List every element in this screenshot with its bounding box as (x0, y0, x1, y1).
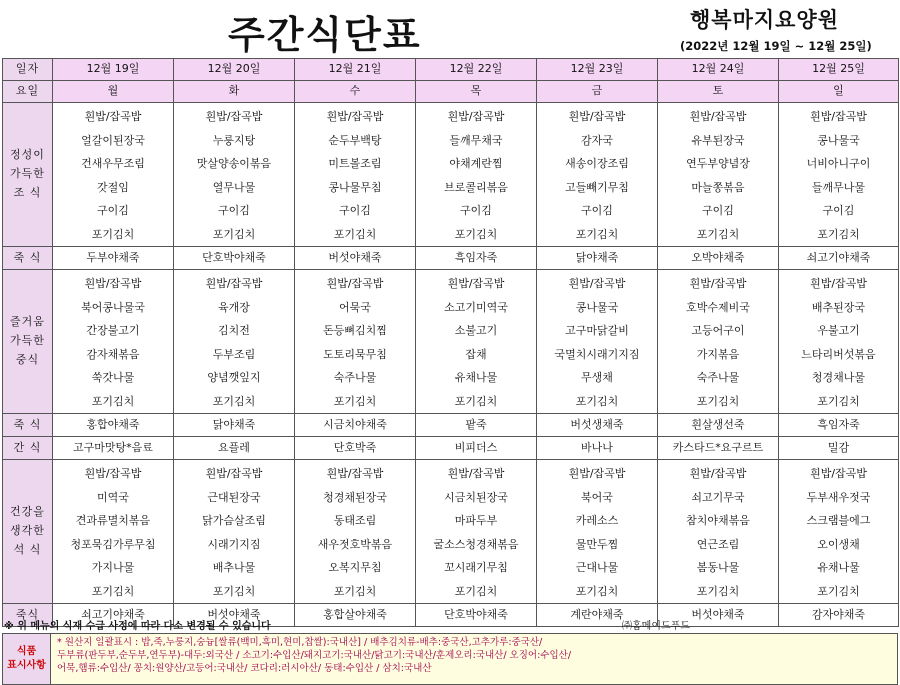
menu-cell (174, 460, 295, 604)
menu-item: 흰밥/잡곡밥 (205, 277, 263, 290)
change-notice: ※ 위 메뉴의 식재 수급 사정에 따라 다소 변경될 수 있습니다 (4, 621, 271, 632)
menu-item: 우불고기 (817, 324, 860, 337)
menu-item: 요플레 (174, 437, 295, 460)
menu-item: 숙주나물 (696, 371, 740, 384)
menu-item: 흰밥/잡곡밥 (326, 467, 384, 480)
menu-item: 돈등뼈김치찜 (323, 324, 387, 337)
menu-item: 소고기미역국 (444, 300, 508, 314)
menu-item: 구이김 (581, 204, 613, 217)
weekday-cell: 일 (779, 81, 899, 103)
menu-item: 유채나물 (454, 371, 498, 384)
menu-cell (174, 103, 295, 247)
row-label-line: 생각한 (10, 524, 45, 538)
menu-item: 청경채된장국 (323, 490, 387, 504)
menu-cell (537, 103, 658, 247)
menu-item: 포기김치 (212, 227, 256, 241)
menu-item: 포기김치 (454, 227, 498, 241)
menu-item: 오이생채 (817, 537, 860, 551)
menu-cell (295, 270, 416, 414)
menu-item: 홍합야채죽 (53, 414, 174, 437)
menu-item: 흰밥/잡곡밥 (568, 467, 626, 480)
menu-item: 흰밥/잡곡밥 (689, 110, 747, 123)
menu-item: 흰밥/잡곡밥 (447, 467, 505, 480)
row-label: 죽 식 (3, 247, 53, 270)
page-title: 주간식단표 (228, 13, 422, 57)
menu-item: 포기김치 (333, 227, 377, 241)
menu-item: 구이김 (97, 204, 129, 217)
menu-item: 흰밥/잡곡밥 (810, 110, 867, 123)
row-breakfast-porridge (3, 247, 899, 270)
menu-item: 유부된장국 (691, 133, 745, 147)
menu-item: 포기김치 (333, 584, 377, 598)
menu-item: 야채계란찜 (449, 157, 503, 170)
organization-name: 행복마지요양원 (690, 8, 840, 32)
menu-item: 흰밥/잡곡밥 (447, 110, 505, 123)
weekday-cell: 토 (658, 81, 779, 103)
menu-item: 포기김치 (91, 584, 135, 598)
menu-item: 견과류멸치볶음 (75, 514, 151, 527)
menu-item: 간장불고기 (86, 324, 140, 337)
row-label-line: 가득한 (10, 334, 45, 348)
menu-item: 흰밥/잡곡밥 (326, 277, 384, 290)
menu-item: 연두부양념장 (686, 157, 750, 170)
menu-item: 순두부백탕 (328, 133, 382, 147)
menu-item: 새송이장조림 (565, 157, 629, 170)
menu-item: 마늘쫑볶음 (691, 180, 745, 194)
menu-item: 무생채 (581, 371, 613, 384)
weekday-cell: 금 (537, 81, 658, 103)
menu-item: 김치전 (218, 324, 250, 337)
menu-item: 건새우무조림 (81, 157, 145, 170)
date-cell: 12월 23일 (537, 59, 658, 81)
food-origin-box (2, 633, 898, 685)
origin-line: * 원산지 일괄표시 : 밥,죽,누룽지,숭늉[쌀류(백미,흑미,현미,찹쌀):국내산] / 배추김치류-배추:중국산,고추가루:중국산/ (57, 637, 543, 648)
menu-cell (537, 460, 658, 604)
menu-item: 근대나물 (575, 561, 619, 574)
menu-item: 도토리묵무침 (323, 347, 387, 361)
menu-item: 들깨무채국 (449, 133, 503, 147)
menu-item: 포기김치 (696, 394, 740, 408)
menu-item: 새우젓호박볶음 (317, 537, 393, 551)
menu-item: 포기김치 (212, 584, 256, 598)
weekday-cell: 월 (53, 81, 174, 103)
menu-item: 포기김치 (575, 584, 619, 598)
row-label-line: 정성이 (10, 148, 45, 162)
menu-item: 포기김치 (333, 394, 377, 408)
origin-line: 어묵,햄류:수입산/ 꽁치:원양산/고등어:국내산/ 코다리:러시아산/ 동태:수입산 / 삼치:국내산 (57, 663, 432, 675)
menu-cell (53, 270, 174, 414)
menu-cell (295, 460, 416, 604)
row-label (3, 460, 53, 604)
menu-item: 청포묵김가루무침 (70, 537, 156, 551)
menu-item: 흰밥/잡곡밥 (84, 110, 142, 123)
menu-item: 들깨무나물 (811, 180, 866, 194)
menu-item: 구이김 (339, 204, 371, 217)
menu-item: 오복지무침 (328, 561, 382, 574)
menu-item: 시금치된장국 (444, 490, 508, 504)
menu-item: 브로콜리볶음 (444, 180, 508, 194)
menu-item: 버섯야채죽 (658, 604, 779, 627)
menu-item: 북어콩나물국 (81, 300, 145, 314)
menu-item: 쇠고기무국 (691, 490, 745, 504)
menu-item: 유채나물 (817, 561, 860, 574)
menu-item: 버섯야채죽 (295, 247, 416, 270)
menu-item: 마파두부 (454, 514, 498, 527)
menu-item: 콩나물국 (817, 133, 860, 147)
menu-item: 흰밥/잡곡밥 (810, 467, 867, 480)
row-label-line: 조 식 (13, 185, 42, 199)
menu-item: 포기김치 (454, 394, 498, 408)
menu-item: 열무나물 (212, 180, 256, 194)
menu-item: 시래기지짐 (207, 537, 261, 551)
menu-item: 포기김치 (212, 394, 256, 408)
menu-item: 두부조림 (212, 347, 256, 361)
row-snack (3, 437, 899, 460)
menu-item: 쑥갓나물 (91, 371, 135, 384)
menu-item: 포기김치 (575, 227, 619, 241)
row-lunch (3, 270, 899, 414)
menu-item: 고들빼기무침 (565, 180, 629, 194)
menu-cell (779, 460, 899, 604)
menu-item: 가지볶음 (696, 347, 740, 361)
menu-cell (416, 103, 537, 247)
menu-item: 배추된장국 (811, 300, 866, 314)
menu-item: 청경채나물 (811, 371, 866, 384)
menu-item: 닭가슴살조림 (202, 514, 266, 527)
menu-item: 단호박죽 (295, 437, 416, 460)
menu-item: 닭야채죽 (537, 247, 658, 270)
origin-label-line: 식품 (16, 646, 37, 657)
row-lunch-porridge (3, 414, 899, 437)
menu-item: 흑임자죽 (779, 414, 899, 437)
menu-item: 포기김치 (817, 394, 860, 408)
menu-cell (416, 460, 537, 604)
menu-item: 쇠고기야채죽 (53, 604, 174, 627)
weekly-menu-table (2, 58, 899, 627)
menu-item: 물만두찜 (575, 537, 619, 551)
menu-item: 흰살생선죽 (658, 414, 779, 437)
menu-item: 양념깻잎지 (207, 371, 261, 384)
menu-cell (658, 270, 779, 414)
menu-item: 고등어구이 (691, 324, 745, 337)
weekday-cell: 화 (174, 81, 295, 103)
row-label: 죽 식 (3, 414, 53, 437)
menu-item: 스크램블에그 (806, 514, 871, 527)
menu-item: 감자국 (581, 133, 613, 147)
menu-item: 흰밥/잡곡밥 (568, 277, 626, 290)
row-label (3, 103, 53, 247)
menu-item: 동태조림 (333, 514, 377, 527)
menu-cell (295, 103, 416, 247)
menu-item: 흰밥/잡곡밥 (447, 277, 505, 290)
menu-item: 홍합살야채죽 (295, 604, 416, 627)
menu-item: 두부야채죽 (53, 247, 174, 270)
origin-label-line: 표시사항 (7, 660, 46, 671)
row-label (3, 270, 53, 414)
menu-cell (53, 460, 174, 604)
menu-item: 봄동나물 (696, 561, 740, 574)
menu-item: 포기김치 (91, 394, 135, 408)
menu-item: 포기김치 (575, 394, 619, 408)
origin-line: 두부류(판두부,순두부,연두부)-대두:외국산 / 소고기:수입산/돼지고기:국내산/닭고기:국내산/훈제오리:국내산/ 오징어:수입산/ (57, 650, 572, 662)
row-label-line: 가득한 (10, 167, 45, 181)
menu-item: 시금치야채죽 (295, 414, 416, 437)
date-cell: 12월 21일 (295, 59, 416, 81)
menu-item: 버섯생채죽 (537, 414, 658, 437)
menu-item: 구이김 (822, 204, 855, 217)
menu-item: 감자야채죽 (779, 604, 899, 627)
row-dinner (3, 460, 899, 604)
menu-cell (779, 103, 899, 247)
menu-period: (2022년 12월 19일 ~ 12월 25일) (680, 39, 872, 53)
menu-cell (779, 270, 899, 414)
row-label-line: 즐거움 (10, 315, 45, 329)
menu-item: 잡채 (465, 347, 487, 361)
menu-item: 팥죽 (416, 414, 537, 437)
menu-item: 비피더스 (416, 437, 537, 460)
menu-item: 콩나물무침 (328, 180, 382, 194)
menu-item: 두부새우젓국 (806, 490, 871, 504)
date-cell: 12월 22일 (416, 59, 537, 81)
row-weekday (3, 81, 899, 103)
menu-item: 흰밥/잡곡밥 (84, 467, 142, 480)
menu-item: 쇠고기야채죽 (779, 247, 899, 270)
row-label-line: 석 식 (13, 542, 42, 556)
menu-item: 포기김치 (817, 584, 860, 598)
menu-item: 카스타드*요구르트 (658, 437, 779, 460)
menu-item: 굴소스청경채볶음 (433, 537, 519, 551)
menu-item: 흰밥/잡곡밥 (326, 110, 384, 123)
date-cell: 12월 24일 (658, 59, 779, 81)
menu-item: 맛살양송이볶음 (196, 157, 272, 170)
menu-item: 닭야채죽 (174, 414, 295, 437)
row-breakfast (3, 103, 899, 247)
date-cell: 12월 19일 (53, 59, 174, 81)
menu-item: 흰밥/잡곡밥 (205, 110, 263, 123)
menu-item: 미역국 (97, 490, 129, 504)
menu-item: 배추나물 (212, 561, 256, 574)
menu-item: 감자채볶음 (86, 347, 140, 361)
menu-item: 연근조림 (696, 537, 740, 551)
row-label-line: 건강을 (10, 505, 45, 519)
menu-item: 단호박야채죽 (174, 247, 295, 270)
menu-item: 참치야채볶음 (686, 514, 750, 527)
menu-item: 카레소스 (575, 514, 619, 527)
row-date (3, 59, 899, 81)
menu-item: 근대된장국 (207, 490, 261, 504)
origin-text (51, 634, 897, 684)
menu-item: 포기김치 (696, 227, 740, 241)
menu-item: 누룽지탕 (212, 133, 256, 147)
menu-item: 국멸치시래기지짐 (554, 347, 640, 361)
menu-item: 버섯야채죽 (174, 604, 295, 627)
menu-item: 포기김치 (817, 227, 860, 241)
menu-item: 구이김 (702, 204, 734, 217)
row-label: 간 식 (3, 437, 53, 460)
notice-bar (2, 616, 898, 632)
menu-item: 포기김치 (696, 584, 740, 598)
menu-item: 미트볼조림 (328, 157, 382, 170)
menu-item: 밀감 (779, 437, 899, 460)
menu-item: 흰밥/잡곡밥 (568, 110, 626, 123)
menu-item: 꼬시래기무침 (444, 561, 508, 574)
menu-item: 흰밥/잡곡밥 (689, 277, 747, 290)
menu-item: 포기김치 (91, 227, 135, 241)
weekday-cell: 수 (295, 81, 416, 103)
menu-item: 숙주나물 (333, 371, 377, 384)
menu-item: 얼갈이된장국 (81, 133, 145, 147)
menu-item: 흰밥/잡곡밥 (689, 467, 747, 480)
date-cell: 12월 20일 (174, 59, 295, 81)
menu-item: 오박야채죽 (658, 247, 779, 270)
menu-item: 바나나 (537, 437, 658, 460)
menu-item: 계란야채죽 (537, 604, 658, 627)
menu-item: 북어국 (581, 490, 613, 504)
row-label: 죽식 (3, 604, 53, 627)
menu-cell (658, 460, 779, 604)
origin-label (3, 634, 51, 684)
menu-item: 흰밥/잡곡밥 (205, 467, 263, 480)
menu-item: 콩나물국 (575, 300, 619, 314)
menu-item: 어묵국 (339, 300, 371, 314)
menu-cell (174, 270, 295, 414)
menu-item: 구이김 (218, 204, 250, 217)
menu-item: 너비아니구이 (806, 157, 871, 170)
menu-item: 흰밥/잡곡밥 (810, 277, 867, 290)
menu-item: 구이김 (460, 204, 492, 217)
menu-cell (416, 270, 537, 414)
menu-item: 호박수제비국 (686, 300, 750, 314)
menu-cell (658, 103, 779, 247)
menu-item: 고구마닭갈비 (565, 324, 629, 337)
menu-item: 육개장 (218, 300, 250, 314)
weekday-cell: 목 (416, 81, 537, 103)
menu-item: 흰밥/잡곡밥 (84, 277, 142, 290)
menu-cell (53, 103, 174, 247)
menu-item: 느타리버섯볶음 (801, 347, 876, 361)
row-label: 요일 (3, 81, 53, 103)
menu-cell (537, 270, 658, 414)
menu-item: 포기김치 (454, 584, 498, 598)
supplier-name: ㈜홈메이드푸드 (622, 621, 690, 632)
menu-item: 흑임자죽 (416, 247, 537, 270)
menu-item: 고구마맛탕*음료 (53, 437, 174, 460)
menu-item: 갓절임 (97, 180, 129, 194)
row-label-line: 중식 (15, 352, 40, 366)
menu-item: 단호박야채죽 (416, 604, 537, 627)
row-label: 일자 (3, 59, 53, 81)
menu-item: 가지나물 (91, 561, 135, 574)
header (0, 0, 900, 58)
menu-item: 소불고기 (454, 324, 498, 337)
date-cell: 12월 25일 (779, 59, 899, 81)
